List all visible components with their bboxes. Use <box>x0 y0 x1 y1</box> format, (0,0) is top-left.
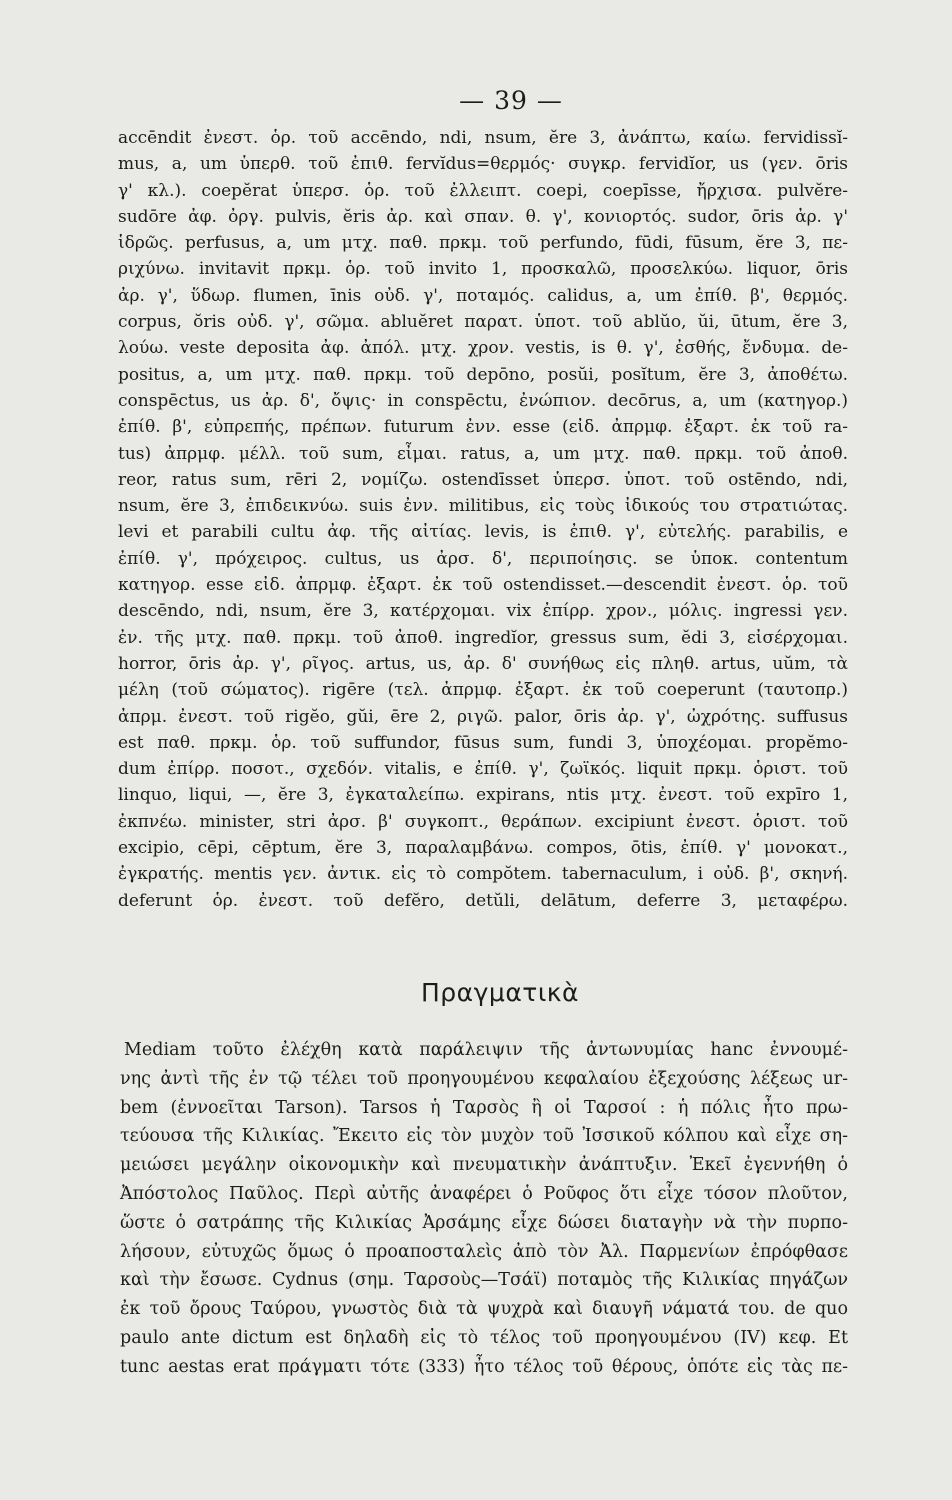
vocabulary-line: descēndo, ndi, nsum, ĕre 3, κατέρχομαι. vix ἐπίρρ. χρον., μόλις. ingressi γεν. <box>118 601 848 622</box>
vocabulary-line: ἀπρμ. ἐνεστ. τοῦ rigĕo, gŭi, ēre 2, ριγῶ. palor, ōris ἀρ. γ', ὠχρότης. suffusus <box>118 706 848 727</box>
vocabulary-line: ἐν. τῆς μτχ. παθ. πρκμ. τοῦ ἀποθ. ingredĭor, gressus sum, ĕdi 3, εἰσέρχομαι. <box>118 627 848 648</box>
vocabulary-section <box>118 125 848 914</box>
notes-line: μειώσει μεγάλην οἰκονομικὴν καὶ πνευματικὴν ἀνάπτυξιν. Ἐκεῖ ἐγεννήθη ὁ <box>120 1155 848 1176</box>
notes-line: νης ἀντὶ τῆς ἐν τῷ τέλει τοῦ προηγουμένου κεφαλαίου ἐξεχούσης λέξεως ur- <box>120 1068 848 1089</box>
notes-section <box>120 1036 848 1382</box>
vocabulary-line: tus) ἀπρμφ. μέλλ. τοῦ sum, εἶμαι. ratus, a, um μτχ. παθ. πρκμ. τοῦ ἀποθ. <box>118 443 848 464</box>
vocabulary-line: deferunt ὁρ. ἐνεστ. τοῦ defĕro, detŭli, delātum, deferre 3, μεταφέρω. <box>118 890 848 911</box>
vocabulary-line: linquo, liqui, —, ĕre 3, ἐγκαταλείπω. expirans, ntis μτχ. ἐνεστ. τοῦ expīro 1, <box>118 785 848 806</box>
vocabulary-line: nsum, ĕre 3, ἐπιδεικνύω. suis ἐνν. militibus, εἰς τοὺς ἰδικούς του στρατιώτας. <box>118 496 848 517</box>
notes-line: Mediam τοῦτο ἐλέχθη κατὰ παράλειψιν τῆς ἀντωνυμίας hanc ἐννουμέ- <box>124 1040 848 1060</box>
page-number: — 39 — <box>459 86 563 115</box>
vocabulary-line: ἀρ. γ', ὕδωρ. flumen, īnis οὐδ. γ', ποταμός. calidus, a, um ἐπίθ. β', θερμός. <box>118 285 848 306</box>
vocabulary-line: est παθ. πρκμ. ὁρ. τοῦ suffundor, fūsus sum, fundi 3, ὑποχέομαι. propĕmo- <box>118 732 848 753</box>
notes-line: Ἀπόστολος Παῦλος. Περὶ αὐτῆς ἀναφέρει ὁ Ροῦφος ὅτι εἶχε τόσον πλοῦτον, <box>120 1183 848 1204</box>
vocabulary-line: conspēctus, us ἀρ. δ', ὄψις· in conspēctu, ἐνώπιον. decōrus, a, um (κατηγορ.) <box>118 390 848 411</box>
notes-line: τεύουσα τῆς Κιλικίας. Ἔκειτο εἰς τὸν μυχὸν τοῦ Ἰσσικοῦ κόλπου καὶ εἶχε ση- <box>120 1126 848 1147</box>
vocabulary-line: λούω. veste deposita ἀφ. ἀπόλ. μτχ. χρον. vestis, is θ. γ', ἐσθής, ἔνδυμα. de- <box>118 338 848 359</box>
section-title: Πραγματικὰ <box>420 978 580 1007</box>
notes-line: καὶ τὴν ἔσωσε. Cydnus (σημ. Ταρσοὺς—Τσάϊ) ποταμὸς τῆς Κιλικίας πηγάζων <box>120 1270 848 1291</box>
notes-line: ἐκ τοῦ ὄρους Ταύρου, γνωστὸς διὰ τὰ ψυχρὰ καὶ διαυγῆ νάματά του. de quo <box>120 1299 848 1320</box>
notes-line: λήσουν, εὐτυχῶς ὅμως ὁ προαποσταλεὶς ἀπὸ τὸν Ἀλ. Παρμενίων ἐπρόφθασε <box>120 1241 848 1262</box>
vocabulary-line: ἱδρῶς. perfusus, a, um μτχ. παθ. πρκμ. τοῦ perfundo, fūdi, fūsum, ĕre 3, πε- <box>118 233 848 254</box>
vocabulary-line: ἐκπνέω. minister, stri ἀρσ. β' συγκοπτ., θεράπων. excipiunt ἐνεστ. ὁριστ. τοῦ <box>118 811 848 832</box>
vocabulary-line: dum ἐπίρρ. ποσοτ., σχεδόν. vitalis, e ἐπίθ. γ', ζωϊκός. liquit πρκμ. ὁριστ. τοῦ <box>118 759 848 780</box>
vocabulary-line: κατηγορ. esse εἰδ. ἀπρμφ. ἐξαρτ. ἐκ τοῦ ostendisset.—descendit ἐνεστ. ὁρ. τοῦ <box>118 575 848 596</box>
vocabulary-line: accēndit ἐνεστ. ὁρ. τοῦ accēndo, ndi, nsum, ĕre 3, ἀνάπτω, καίω. fervidissĭ- <box>118 128 848 148</box>
notes-line: paulo ante dictum est δηλαδὴ εἰς τὸ τέλος τοῦ προηγουμένου (IV) κεφ. Et <box>120 1327 848 1348</box>
vocabulary-line: ἐπίθ. β', εὐπρεπής, πρέπων. futurum ἐνν. esse (εἰδ. ἀπρμφ. ἐξαρτ. ἐκ τοῦ ra- <box>118 417 848 438</box>
vocabulary-line: corpus, ŏris οὐδ. γ', σῶμα. abluĕret παρατ. ὑποτ. τοῦ ablŭo, ŭi, ūtum, ĕre 3, <box>118 312 848 333</box>
vocabulary-line: positus, a, um μτχ. παθ. πρκμ. τοῦ depōno, posŭi, posĭtum, ĕre 3, ἀποθέτω. <box>118 364 848 385</box>
vocabulary-line: mus, a, um ὑπερθ. τοῦ ἐπιθ. fervĭdus=θερμός· συγκρ. fervidĭor, us (γεν. ōris <box>118 154 848 175</box>
vocabulary-line: ριχύνω. invitavit πρκμ. ὁρ. τοῦ invito 1, προσκαλῶ, προσελκύω. liquor, ōris <box>118 259 848 280</box>
vocabulary-line: γ' κλ.). coepĕrat ὑπερσ. ὁρ. τοῦ ἐλλειπτ. coepi, coepīsse, ἤρχισα. pulvĕre- <box>118 180 848 201</box>
notes-line: tunc aestas erat πράγματι τότε (333) ἦτο τέλος τοῦ θέρους, ὁπότε εἰς τὰς πε- <box>120 1356 848 1377</box>
vocabulary-line: excipio, cēpi, cēptum, ĕre 3, παραλαμβάνω. compos, ōtis, ἐπίθ. γ' μονοκατ., <box>118 838 848 859</box>
vocabulary-line: ἐπίθ. γ', πρόχειρος. cultus, us ἀρσ. δ', περιποίησις. se ὑποκ. contentum <box>118 548 848 569</box>
vocabulary-line: ἐγκρατής. mentis γεν. ἀντικ. εἰς τὸ compŏtem. tabernaculum, i οὐδ. β', σκηνή. <box>118 864 848 885</box>
vocabulary-line: levi et parabili cultu ἀφ. τῆς αἰτίας. levis, is ἐπιθ. γ', εὐτελής. parabilis, e <box>118 522 848 543</box>
vocabulary-line: μέλη (τοῦ σώματος). rigēre (τελ. ἀπρμφ. ἐξαρτ. ἐκ τοῦ coeperunt (ταυτοπρ.) <box>118 680 848 701</box>
vocabulary-line: reor, ratus sum, rēri 2, νομίζω. ostendīsset ὑπερσ. ὑποτ. τοῦ ostēndo, ndi, <box>118 469 848 490</box>
vocabulary-line: horror, ōris ἀρ. γ', ρῖγος. artus, us, ἀρ. δ' συνήθως εἰς πληθ. artus, uŭm, τὰ <box>118 653 848 674</box>
notes-line: ὥστε ὁ σατράπης τῆς Κιλικίας Ἀρσάμης εἶχε δώσει διαταγὴν νὰ τὴν πυρπο- <box>120 1212 848 1233</box>
notes-line: bem (ἐννοεῖται Tarson). Tarsos ἡ Ταρσὸς ἢ οἱ Ταρσοί : ἡ πόλις ἦτο πρω- <box>120 1097 848 1118</box>
vocabulary-line: sudōre ἀφ. ὀργ. pulvis, ĕris ἀρ. καὶ σπαν. θ. γ', κονιορτός. sudor, ōris ἀρ. γ' <box>118 206 848 227</box>
